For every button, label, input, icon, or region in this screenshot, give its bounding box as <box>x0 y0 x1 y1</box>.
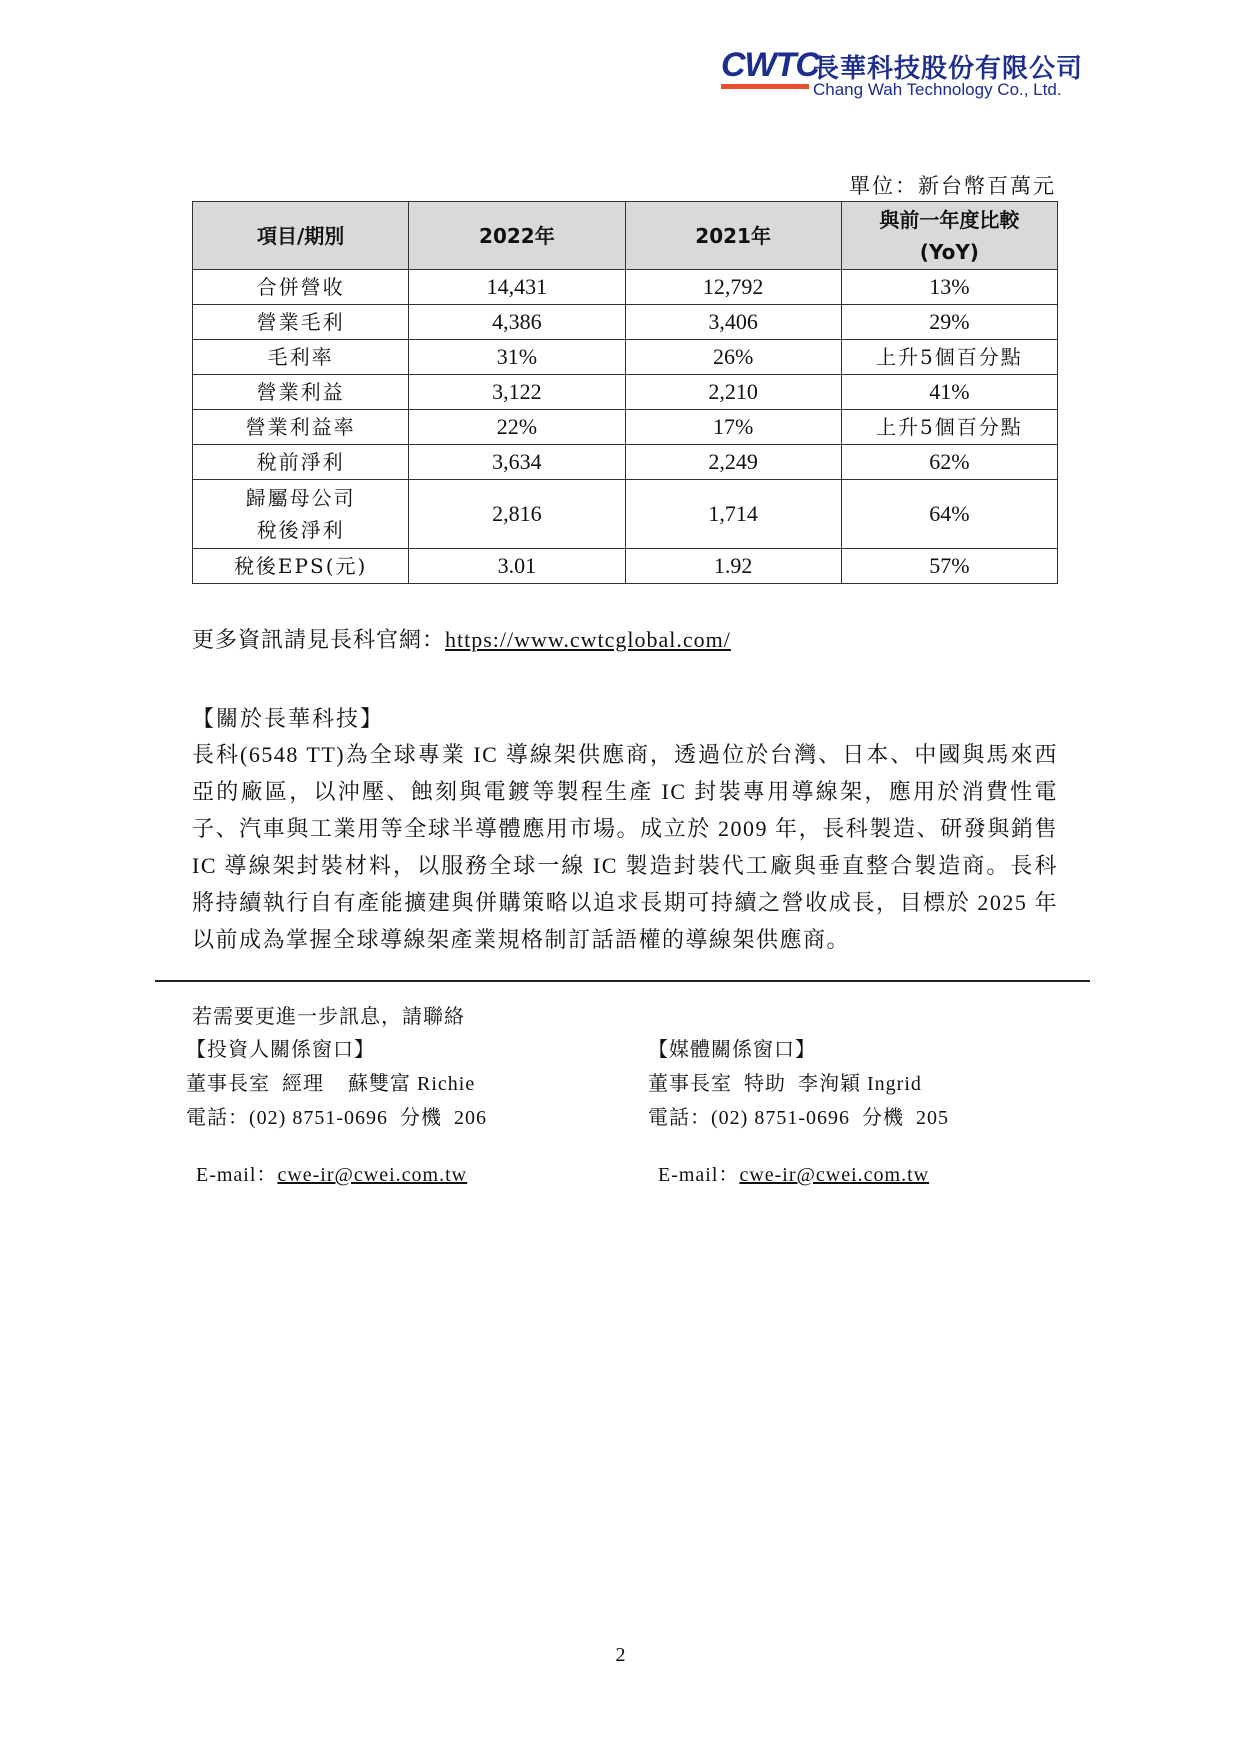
company-name-en: Chang Wah Technology Co., Ltd. <box>813 80 1062 99</box>
media-contact-title: 【媒體關係窗口】 <box>648 1039 816 1061</box>
table-row <box>193 340 1058 375</box>
cell-2022: 3,634 <box>409 445 625 480</box>
investor-contact-phone: 電話：(02) 8751-0696 分機 206 <box>186 1107 487 1129</box>
investor-contact-email-line <box>184 1135 467 1187</box>
row-label-line1: 歸屬母公司 <box>245 486 356 510</box>
cell-2021: 12,792 <box>625 270 841 305</box>
table-row <box>193 375 1058 410</box>
row-label-line2: 稅後淨利 <box>256 518 345 542</box>
logo-mark: CWTC <box>721 46 819 84</box>
email-label: E-mail： <box>196 1164 278 1186</box>
company-logo <box>721 44 1084 104</box>
media-contact-email-line <box>646 1135 929 1187</box>
cell-2022: 3,122 <box>409 375 625 410</box>
cell-2021: 17% <box>625 410 841 445</box>
table-row <box>193 410 1058 445</box>
cell-2021: 3,406 <box>625 305 841 340</box>
row-label: 營業利益率 <box>193 410 409 445</box>
cell-yoy: 62% <box>841 445 1057 480</box>
cell-2021: 2,249 <box>625 445 841 480</box>
table-row <box>193 305 1058 340</box>
media-contact-person: 董事長室 特助 李洵穎 Ingrid <box>648 1073 922 1095</box>
header-yoy-line1: 與前一年度比較 <box>879 207 1020 232</box>
more-info <box>192 623 731 654</box>
financial-table <box>192 201 1058 584</box>
cell-2022: 22% <box>409 410 625 445</box>
section-divider <box>155 980 1090 982</box>
row-label: 稅前淨利 <box>193 445 409 480</box>
media-email-link[interactable]: cwe-ir@cwei.com.tw <box>739 1164 930 1186</box>
cell-yoy: 29% <box>841 305 1057 340</box>
row-label: 營業毛利 <box>193 305 409 340</box>
investor-contact-title: 【投資人關係窗口】 <box>186 1039 375 1061</box>
header-item: 項目/期別 <box>193 202 409 270</box>
cell-yoy: 41% <box>841 375 1057 410</box>
table-header-row <box>193 202 1058 270</box>
about-title: 【關於長華科技】 <box>192 706 385 731</box>
header-yoy-line2: (YoY) <box>919 239 979 264</box>
cell-2021: 26% <box>625 340 841 375</box>
logo-accent-bar <box>721 84 809 89</box>
row-label: 毛利率 <box>193 340 409 375</box>
table-row <box>193 549 1058 584</box>
table-row <box>193 270 1058 305</box>
table-row <box>193 480 1058 549</box>
cell-2021: 1.92 <box>625 549 841 584</box>
row-label <box>193 480 409 549</box>
cell-yoy: 57% <box>841 549 1057 584</box>
email-label: E-mail： <box>658 1164 740 1186</box>
header-2021: 2021年 <box>625 202 841 270</box>
cell-2022: 14,431 <box>409 270 625 305</box>
table-row <box>193 445 1058 480</box>
cell-2022: 2,816 <box>409 480 625 549</box>
investor-contact-person: 董事長室 經理 蘇雙富 Richie <box>186 1073 476 1095</box>
cell-2021: 1,714 <box>625 480 841 549</box>
cell-yoy: 上升5個百分點 <box>841 410 1057 445</box>
cell-2022: 3.01 <box>409 549 625 584</box>
cell-2022: 31% <box>409 340 625 375</box>
more-info-text: 更多資訊請見長科官網： <box>192 627 446 652</box>
about-body: 長科(6548 TT)為全球專業 IC 導線架供應商，透過位於台灣、日本、中國與馬來西亞的廠區，以沖壓、蝕刻與電鍍等製程生產 IC 封裝專用導線架，應用於消費性電子、汽車與工業用等全球半導體應用市場。成立於 2009 年，長科製造、研發與銷售 IC 導線架封裝材料，以服務全球一線 IC 製造封裝代工廠與垂直整合製造商。長科將持續執行自有產能擴建與併購策略以追求長期可持續之營收成長，目標於 2025 年以前成為掌握全球導線架產業規格制訂話語權的導線架供應商。 <box>192 742 1058 952</box>
cell-yoy: 64% <box>841 480 1057 549</box>
company-name-zh: 長華科技股份有限公司 <box>813 54 1084 84</box>
investor-email-link[interactable]: cwe-ir@cwei.com.tw <box>277 1164 468 1186</box>
row-label: 合併營收 <box>193 270 409 305</box>
header-yoy <box>841 202 1057 270</box>
row-label: 營業利益 <box>193 375 409 410</box>
row-label: 稅後EPS(元) <box>193 549 409 584</box>
cell-2022: 4,386 <box>409 305 625 340</box>
website-link[interactable]: https://www.cwtcglobal.com/ <box>445 627 731 652</box>
page-number: 2 <box>615 1644 626 1666</box>
cell-yoy: 13% <box>841 270 1057 305</box>
unit-note: 單位：新台幣百萬元 <box>849 174 1056 198</box>
media-contact-phone: 電話：(02) 8751-0696 分機 205 <box>648 1107 949 1129</box>
cell-yoy: 上升5個百分點 <box>841 340 1057 375</box>
cell-2021: 2,210 <box>625 375 841 410</box>
contact-intro: 若需要更進一步訊息，請聯絡 <box>192 1006 465 1028</box>
header-2022: 2022年 <box>409 202 625 270</box>
